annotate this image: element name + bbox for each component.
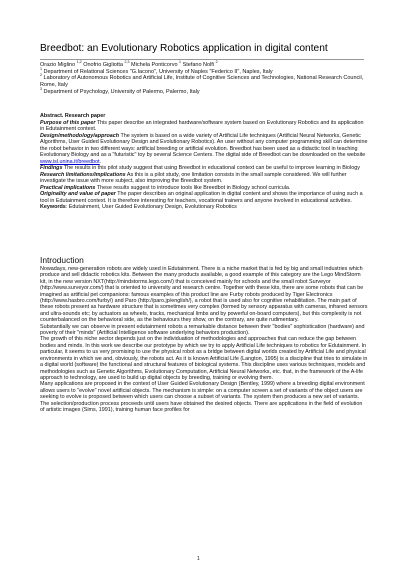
author-name: Michela Ponticorvo [131,62,178,68]
intro-paragraph: Many applications are proposed in the context of User Guided Evolutionary Design (Bentley, 1999) where a breeding digital environment allows users to "evolve" novel artificial objects. The mechanism is simple: on a computer screen a set of variants of the object users are seeking to evolve is proposed between which users can choose a subset of variants. The system then produces a new set of variants. The selection/production process proceeds until users have obtained the desired objects. There are applications in the field of evolution of artistic images (Sims, 1991), training human face profiles for [40,381,365,413]
introduction-body [40,266,368,413]
author-list: Orazio Miglino $^{1,2}$ Onofrio Gigliotta $^{2,3}$ Michela Ponticorvo $^1$ Stefano Nolfi $^2$ [40,60,218,68]
author-name: Onofrio Gigliotta [83,62,123,68]
affiliation: $^3$ Department of Psychology, University of Palermo, Palermo, Italy [40,86,200,95]
abstract-section [40,113,368,211]
abstract-heading: Abstract. Research paper [40,113,106,119]
title-divider [40,59,364,60]
abstract-design: Design/methodology/approach The system is based on a wide variety of Artificial Life techniques (Artificial Neural Networks, Genetic Algorithms, User Guided Evolutionary Design and Evolutionary Robotics). An user without any computer programming skill can determine the robot behavior in two different ways: artificial breeding or artificial evolution. Breedbot has been used as a didactic tool in teaching Evolutionary Biology and as a "futuristic" toy by several Science Centers. The digital side of Breedbot can be downloaded on the website www.isl.unina.it/breedbot. [40,132,368,165]
abstract-originality: Originality and value of paper The paper describes an original application in digital content and shows the importance of using such a tool in Edutainment context. It is therefore interesting for teachers, vocational trainers and anyone involved in educational activities. [40,191,363,204]
affiliation: $^2$ Laboratory of Autonomous Robotics and Artificial Life, Institute of Cognitive Sciences and Technologies, National Research Council, Rome, Italy [40,73,364,89]
abstract-purpose: Purpose of this paper This paper describe an integrated hardware/software system based on Evolutionary Robotics and its application in Edutainment context. [40,119,364,132]
author-name: Orazio Miglino [40,62,76,68]
paper-title: Breedbot: an Evolutionary Robotics application in digital content [40,43,328,54]
intro-paragraph: Nowadays, new-generation robots are widely used in Edutainment. There is a niche market that is fed by big and small industries which produce and sell didactic robotics kits. Between the many products available, a good example of this category are the Lego MindStorm kit, in the new version NXT(http://mindstorms.lego.com/) that is conceived mainly for schools and the small robot Surveyor (http://www.surveyor.com/) that is oriented to university and research centre. Together with these kits, there are some robots that can be imagined as artificial pet companions: famous examples of this product line are Furby robots produced by Tiger Electronics (http://www.hasbro.com/furby/) and Paro (http://paro.jp/english/), a robot that is used also for cognitive rehabilitation. The main part of these robots present as hardware structure that is sometimes very complex (formed by sensory apparatus with cameras, infrared sensors and ultra-sounds etc; by actuators as wheels, tracks, mechanical limbs and by powerful on-board computers), but this complexity is not counterbalanced on the behavioral side, as the behaviours they show, on the contrary, are quite rudimentary. [40,266,368,324]
author-block [40,62,368,96]
abstract-limitations: Research limitations/implications As this is a pilot study, one limitation consists in the small sample considered. We will further investigate the issue with more subject, also improving the Breedbot system. [40,171,347,184]
abstract-keywords: Keywords: Edutainment, User Guided Evolutionary Design, Evolutionary Robotics [40,204,237,210]
website-link[interactable]: www.isl.unina.it/breedbot [40,158,100,165]
introduction-heading: Introduction [40,255,84,265]
intro-paragraph: The growth of this niche sector depends just on the individuation of methodologies and approaches that can reduce the gap between bodies and minds. In this work we describe our prototype by which we try to apply Artificial Life techniques to robotics for Edutainment. In particular, it seems to us very promising to use the physical robot as a bridge between digital worlds created by Artificial Life and physical environments in which we and, obviously, the robots act. As it is known Artificial Life (Langton, 1995) is a discipline that tries to simulate in a digital world (software) the functional and structural features of biological systems. This discipline uses various techniques, models and methodologies such as Genetic Algorithms, Evolutionary Computation, Artificial Neural Networks, etc. that, in the framework of the A-life approach to technology, are used to build up digital objects by breeding, training or evolving them. [40,336,368,381]
abstract-findings: Findings The results in this pilot study suggest that using Breedbot in educational context can be useful to improve learning in Biology [40,165,360,171]
page-number: 1 [197,556,200,562]
affiliation: $^1$ Department of Relational Sciences "G.Iacono", University of Naples "Federico II", Naples, Italy [40,66,273,75]
abstract-practical: Practical implications These results suggest to introduce tools like Breedbot in Biology school curricula. [40,184,291,191]
author-name: Stefano Nolfi [182,62,215,68]
intro-paragraph: Substantially we can observe in present edutainment robots a remarkable distance between their "bodies" sophistication (hardware) and poverty of their "minds" (Artificial Intelligence software underlying behaviors production). [40,323,365,337]
